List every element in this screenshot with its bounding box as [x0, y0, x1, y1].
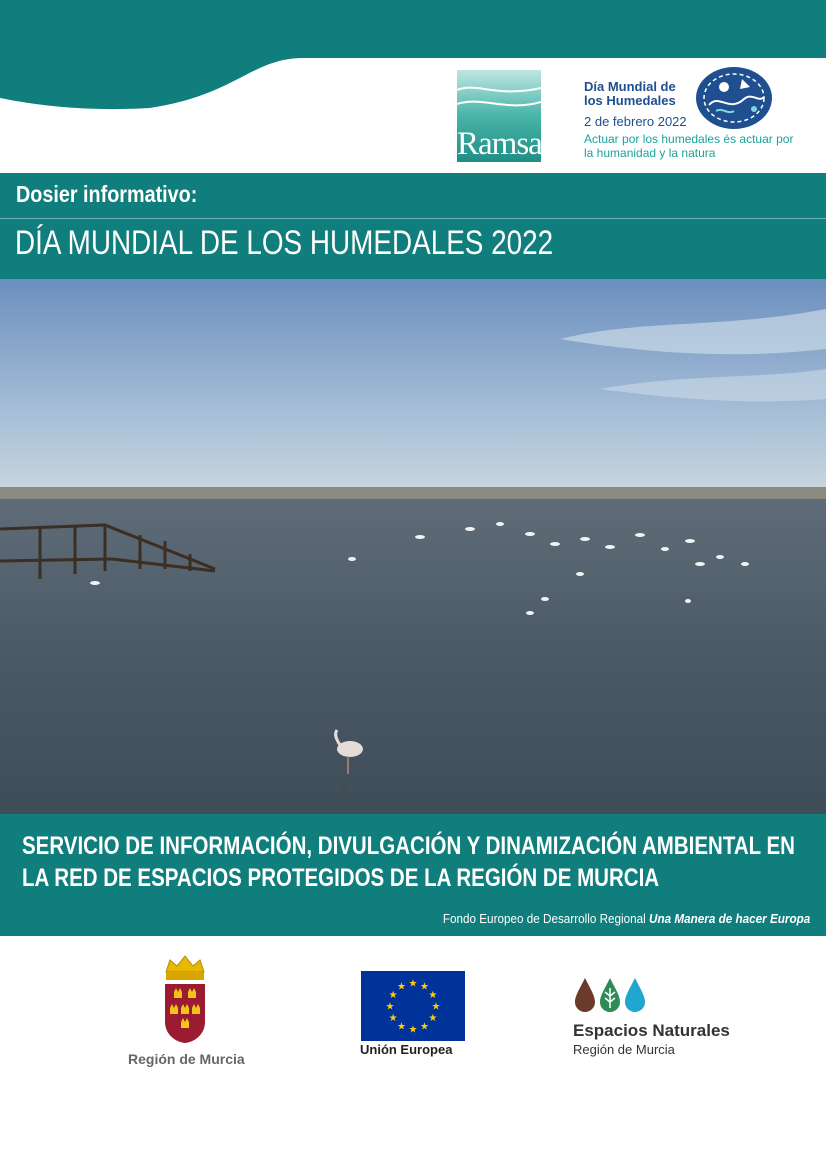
- espacios-naturales-subtitle: Región de Murcia: [573, 1042, 675, 1057]
- eu-star-icon: ★: [388, 1013, 398, 1024]
- three-drops-icon: [573, 976, 647, 1014]
- eu-flag-icon: [361, 971, 465, 1041]
- murcia-coat-of-arms-icon: [160, 952, 210, 1044]
- eu-star-icon: ★: [397, 981, 406, 993]
- eu-star-icon: ★: [397, 1021, 406, 1033]
- feder-slogan: Una Manera de hacer Europa: [648, 911, 810, 926]
- lagoon-with-birds-and-flamingo-photo: [0, 279, 826, 814]
- event-date: 2 de febrero 2022: [584, 114, 687, 129]
- murcia-logo-label: Región de Murcia: [128, 1051, 245, 1067]
- service-description: SERVICIO DE INFORMACIÓN, DIVULGACIÓN Y DINAMIZACIÓN AMBIENTAL EN LA RED DE ESPACIOS PROTEGIDOS DE LA REGIÓN DE MURCIA: [22, 832, 795, 892]
- espacios-naturales-title: Espacios Naturales: [573, 1021, 730, 1040]
- eu-star-icon: ★: [408, 978, 418, 990]
- feder-line: [443, 911, 810, 926]
- eu-star-icon: ★: [428, 990, 438, 1001]
- eu-logo-label: Unión Europea: [360, 1042, 453, 1057]
- document-type-label: Dosier informativo:: [16, 181, 198, 207]
- event-slogan: Actuar por los humedales és actuar por la humanidad y la natura: [584, 132, 794, 160]
- wetland-species-globe-icon: [694, 65, 774, 131]
- page-title: DÍA MUNDIAL DE LOS HUMEDALES 2022: [15, 224, 554, 262]
- eu-star-icon: ★: [408, 1024, 418, 1036]
- event-title: Día Mundial de los Humedales: [584, 79, 676, 108]
- eu-star-icon: ★: [420, 981, 429, 993]
- ramsar-logo: [457, 70, 552, 162]
- eu-star-icon: ★: [388, 990, 398, 1001]
- eu-star-icon: ★: [431, 1001, 441, 1013]
- eu-star-icon: ★: [385, 1001, 395, 1013]
- eu-star-icon: ★: [428, 1013, 438, 1024]
- title-divider: [0, 218, 826, 219]
- feder-label: Fondo Europeo de Desarrollo Regional: [442, 911, 646, 926]
- eu-star-icon: ★: [420, 1021, 429, 1033]
- ramsar-logo-text: Ramsar: [457, 126, 552, 162]
